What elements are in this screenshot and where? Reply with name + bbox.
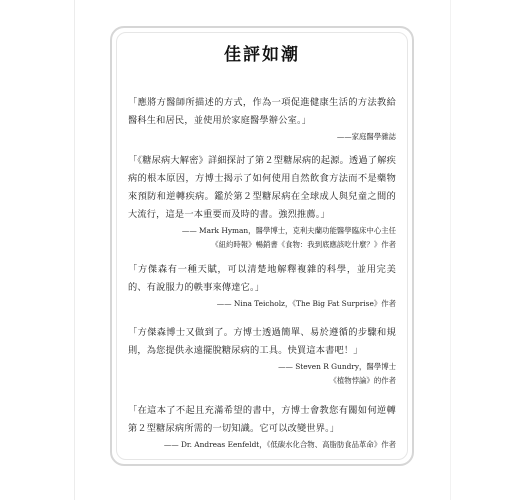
quote-block [128,324,396,388]
quote-block [128,152,396,252]
quote-attribution: —— Steven R Gundry，醫學博士 [278,362,396,371]
page-gutter-line [74,0,75,500]
quote-attribution-detail: 《紐約時報》暢銷書《食物：我到底應該吃什麼？》作者 [211,240,396,249]
quote-block [128,94,396,144]
quote-text: 「方傑森博士又做到了。方博士透過簡單、易於遵循的步驟和規則，為您提供永遠擺脫糖尿病的工具。快買這本書吧！」 [128,327,396,356]
quote-attribution: —— Dr. Andreas Eenfeldt，《低碳水化合物、高脂肪食品革命》作者 [163,440,396,449]
quote-attribution: —— Nina Teicholz，《The Big Fat Surprise》作者 [216,299,396,308]
quote-block [128,261,396,311]
quote-text: 「在這本了不起且充滿希望的書中，方博士會教您有關如何逆轉第２型糖尿病所需的一切知識。它可以改變世界。」 [128,405,396,434]
quote-attribution: —— Mark Hyman，醫學博士，克利夫蘭功能醫學臨床中心主任 [181,226,396,235]
quote-text: 「應將方醫師所描述的方式，作為一項促進健康生活的方法教給醫科生和居民，並使用於家庭醫學辦公室。」 [128,97,396,126]
quote-block [128,402,396,452]
page-title: 佳評如潮 [224,45,300,65]
quote-text: 「方傑森有一種天賦，可以清楚地解釋複雜的科學，並用完美的、有說服力的軼事來傳達它。」 [128,264,396,293]
quote-text: 「《糖尿病大解密》詳細探討了第２型糖尿病的起源。透過了解疾病的根本原因，方博士揭示了如何使用自然飲食方法而不是藥物來預防和逆轉疾病。鑑於第２型糖尿病在全球成人與兒童之間的大流行，這是一本重要而及時的書。強烈推薦。」 [128,155,396,220]
quote-attribution: ——家庭醫學雜誌 [336,132,396,141]
praise-card [110,26,414,466]
page-edge-line [450,0,451,500]
quote-attribution-detail: 《植物悖論》的作者 [329,376,396,385]
